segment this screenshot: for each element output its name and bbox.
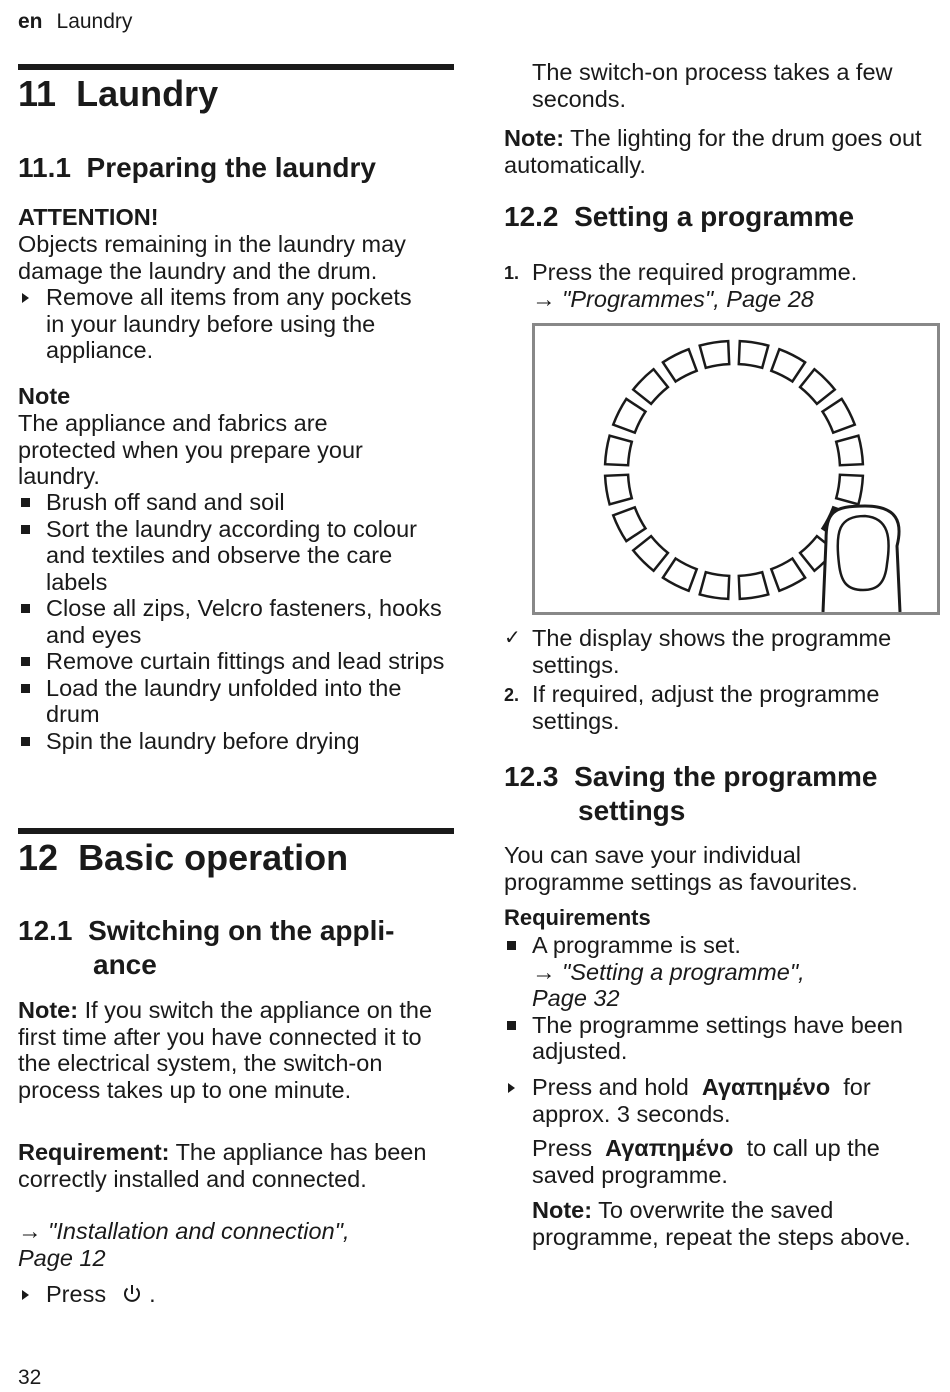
press-power-step: Press . [18, 1281, 318, 1308]
note-label: Note [18, 383, 71, 409]
section-title-setting-programme: 12.2 Setting a programme [504, 201, 855, 232]
ring-segment [663, 349, 697, 381]
hold-favourite-list [504, 1074, 924, 1127]
ring-segment [700, 572, 730, 599]
checkmark-icon: ✓ [504, 627, 521, 649]
favourite-key-label: Αγαπημένο [701, 1074, 831, 1100]
result-list [504, 625, 936, 678]
hold-favourite-step: Press and hold Αγαπημένο for approx. 3 seconds. [504, 1074, 924, 1127]
section-title-saving: 12.3 Saving the programme [504, 761, 878, 792]
arrow-right-icon: → [18, 1218, 42, 1244]
ring-segment [836, 436, 863, 466]
switch-on-duration-text: The switch-on process takes a few seconds. [532, 59, 893, 112]
arrow-right-icon: → [532, 958, 556, 985]
note-text: The appliance and fabrics are protected when you prepare your laundry. [18, 410, 363, 489]
ring-segment [836, 475, 863, 505]
section-title-saving-cont: settings [578, 795, 686, 826]
page-number: 32 [18, 1366, 42, 1389]
step-1: 1. Press the required programme. → "Programmes", Page 28 [504, 259, 858, 312]
list-item: The programme settings have been adjusted. [504, 1012, 924, 1065]
requirement: Requirement: The appliance has been correctly installed and connected. [18, 1139, 427, 1192]
overwrite-note: Note: To overwrite the saved programme, repeat the steps above. [532, 1197, 911, 1250]
list-item: Load the laundry unfolded into the drum [18, 675, 448, 728]
requirement-reference-page: Page 12 [18, 1245, 106, 1271]
switch-note: Note: If you switch the appliance on the first time after you have connected it to the electrical system, the switch-on process takes up to one minute. [18, 997, 433, 1103]
result-item: ✓ The display shows the programme settings. [504, 625, 892, 678]
ring-segment [633, 369, 668, 404]
chapter-title-laundry: 11 Laundry [18, 73, 219, 114]
section-title-switching-on: 12.1 Switching on the appli- [18, 915, 395, 946]
preparation-list [18, 489, 448, 754]
ring-segment [700, 341, 730, 368]
lighting-note: Note: The lighting for the drum goes out automatically. [504, 125, 922, 178]
ring-segment [605, 475, 632, 505]
attention-label: ATTENTION! [18, 204, 159, 230]
list-item: Remove curtain fittings and lead strips [18, 648, 448, 675]
favourite-key-label: Αγαπημένο [605, 1135, 734, 1161]
ring-segment [771, 349, 805, 381]
programme-ring-svg [535, 326, 937, 612]
language-code: en [18, 10, 43, 33]
recall-favourite: Press Αγαπημένο to call up the saved programme. [532, 1135, 880, 1188]
requirements-list [504, 932, 924, 1065]
ring-segment [605, 436, 632, 466]
chapter-title-basic-operation: 12 Basic operation [18, 837, 349, 878]
ring-segment [800, 369, 835, 404]
page-header [18, 8, 132, 36]
ring-segment [739, 572, 769, 599]
attention-action-list [18, 284, 434, 364]
requirement-reference: → "Installation and connection", [18, 1218, 350, 1244]
attention-text: Objects remaining in the laundry may damage the laundry and the drum. [18, 231, 406, 284]
header-section: Laundry [56, 10, 133, 33]
save-intro: You can save your individual programme settings as favourites. [504, 842, 858, 895]
ring-segment [663, 559, 697, 591]
chapter-rule [18, 64, 454, 70]
list-item: Brush off sand and soil [18, 489, 448, 516]
ring-segment [613, 399, 645, 433]
list-item: A programme is set. → "Setting a programme", Page 32 [504, 932, 924, 1012]
arrow-right-icon: → [532, 285, 556, 312]
ring-segment [613, 507, 645, 541]
attention-action: Remove all items from any pockets in your laundry before using the appliance. [18, 284, 434, 364]
list-item: Spin the laundry before drying [18, 728, 448, 755]
ring-segment [771, 559, 805, 591]
press-power-list [18, 1281, 318, 1308]
power-icon [121, 1283, 143, 1305]
finger-icon [823, 506, 900, 612]
list-item: Close all zips, Velcro fasteners, hooks and eyes [18, 595, 448, 648]
step-2: 2. If required, adjust the programme settings. [504, 681, 880, 734]
section-title-switching-on-cont: ance [93, 949, 157, 980]
chapter-rule [18, 828, 454, 834]
section-title-preparing: 11.1 Preparing the laundry [18, 152, 376, 183]
list-item: Sort the laundry according to colour and textiles and observe the care labels [18, 516, 448, 596]
ring-segment [633, 536, 668, 571]
programme-ring-illustration [532, 323, 940, 615]
ring-segment [823, 399, 855, 433]
ring-segment [739, 341, 769, 368]
requirements-label: Requirements [504, 905, 651, 930]
